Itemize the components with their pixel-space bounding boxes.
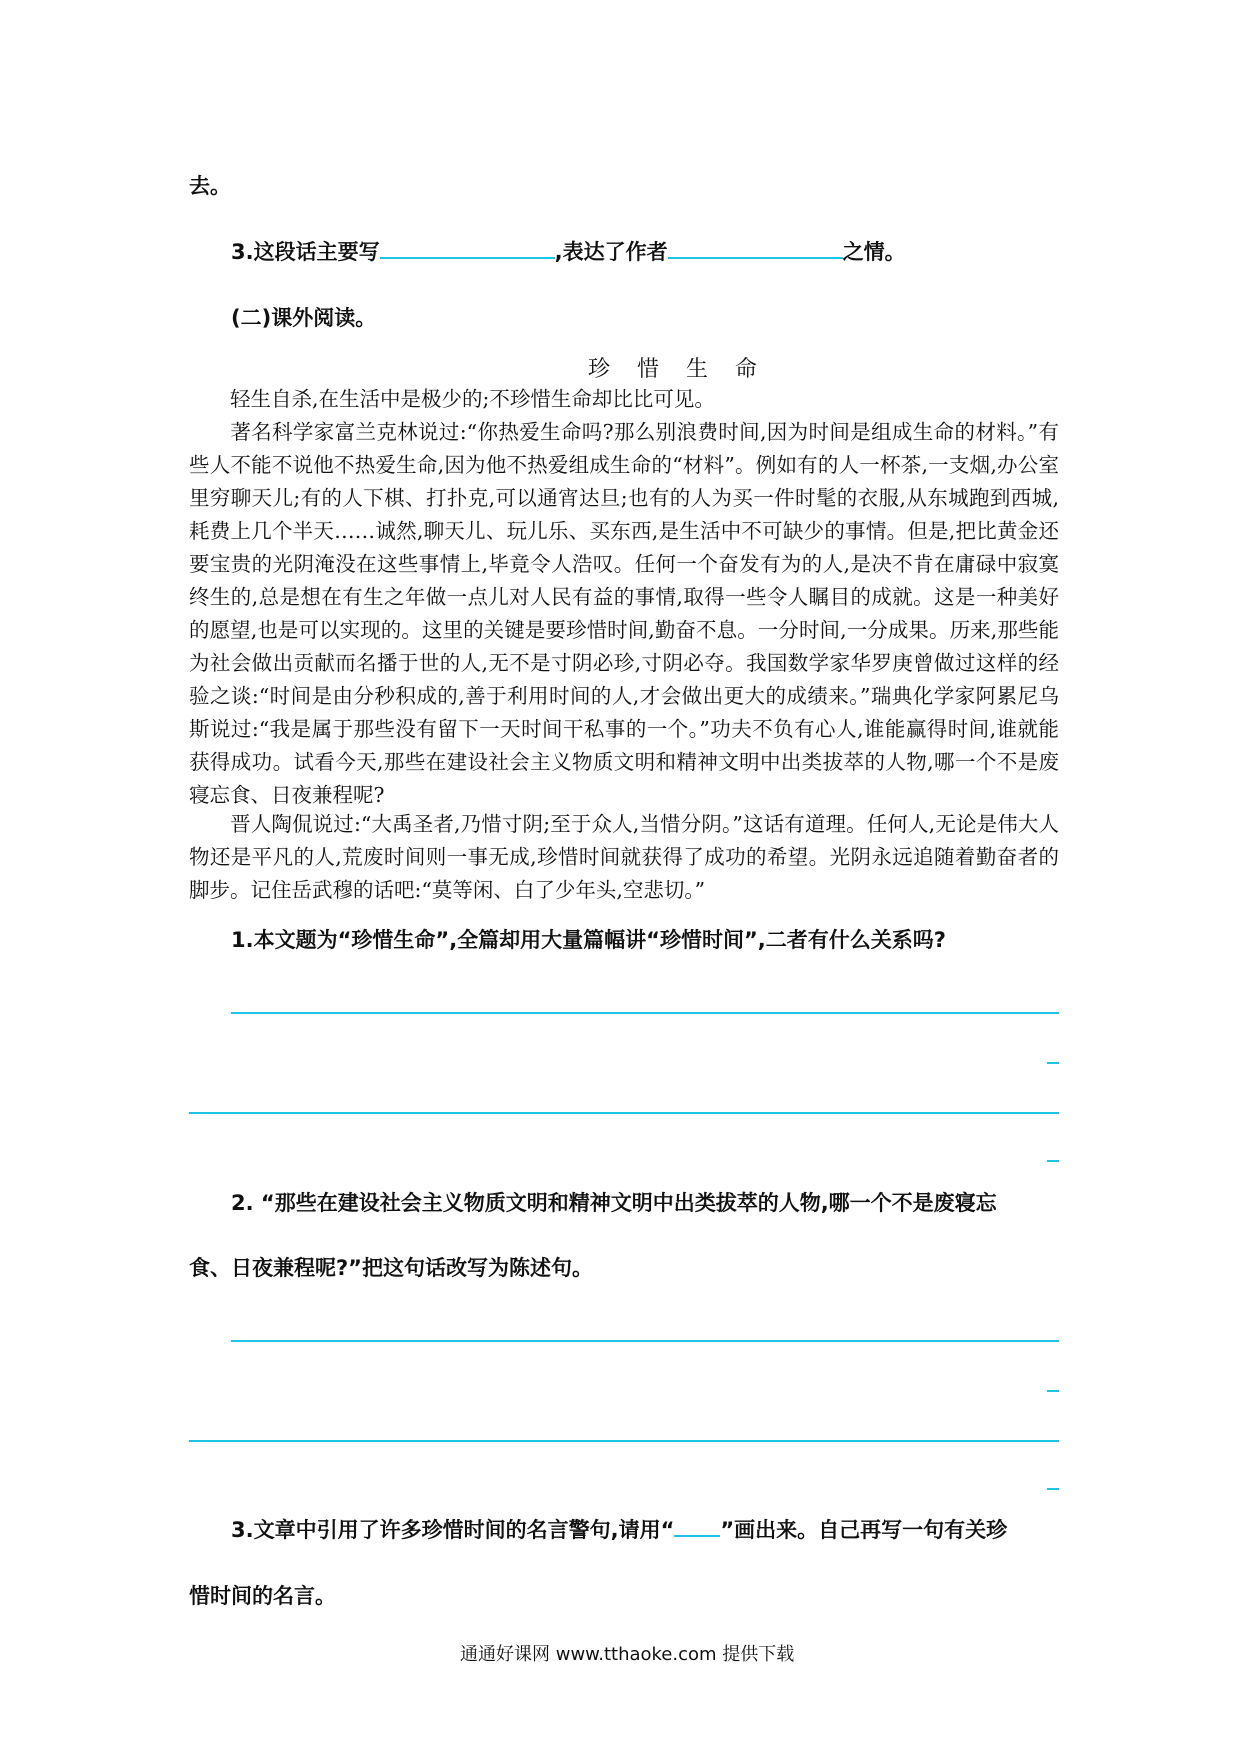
answer-line-q2-dash-1 (1047, 1390, 1059, 1392)
previous-text-tail: 去。 (189, 174, 231, 198)
q3-before: 3.文章中引用了许多珍惜时间的名言警句,请用“ (231, 1518, 675, 1542)
answer-line-q1-2[interactable] (189, 1112, 1059, 1114)
answer-blank-2[interactable] (668, 237, 843, 259)
q3-top-middle: ,表达了作者 (554, 240, 668, 264)
q3-top-after: 之情。 (842, 240, 906, 264)
article-title: 珍 惜 生 命 (588, 357, 767, 382)
question-2-line-1: 2. “那些在建设社会主义物质文明和精神文明中出类拔萃的人物,哪一个不是废寝忘 (231, 1191, 997, 1215)
answer-line-q1-dash-1 (1047, 1062, 1059, 1064)
answer-line-q1-1[interactable] (231, 1012, 1059, 1014)
section-title: (二)课外阅读。 (231, 306, 377, 330)
q3-after: ”画出来。自己再写一句有关珍 (720, 1518, 1008, 1542)
article-paragraph-2: 著名科学家富兰克林说过:“你热爱生命吗?那么别浪费时间,因为时间是组成生命的材料。”有些人不能不说他不热爱生命,因为他不热爱组成生命的“材料”。例如有的人一杯茶,一支烟,办公室里穷聊天儿;有的人下棋、打扑克,可以通宵达旦;也有的人为买一件时髦的衣服,从东城跑到西城,耗费上几个半天……诚然,聊天儿、玩儿乐、买东西,是生活中不可缺少的事情。但是,把比黄金还要宝贵的光阴淹没在这些事情上,毕竟令人浩叹。任何一个奋发有为的人,是决不肯在庸碌中寂寞终生的,总是想在有生之年做一点儿对人民有益的事情,取得一些令人瞩目的成就。这是一种美好的愿望,也是可以实现的。这里的关键是要珍惜时间,勤奋不息。一分时间,一分成果。历来,那些能为社会做出贡献而名播于世的人,无不是寸阴必珍,寸阴必夺。我国数学家华罗庚曾做过这样的经验之谈:“时间是由分秒积成的,善于利用时间的人,才会做出更大的成绩来。”瑞典化学家阿累尼乌斯说过:“我是属于那些没有留下一天时间干私事的一个。”功夫不负有心人,谁能赢得时间,谁就能获得成功。试看今天,那些在建设社会主义物质文明和精神文明中出类拔萃的人物,哪一个不是废寝忘食、日夜兼程呢? (189, 420, 1059, 807)
question-3-top (231, 236, 906, 266)
article-paragraph-1: 轻生自杀,在生活中是极少的;不珍惜生命却比比可见。 (230, 387, 715, 411)
answer-line-q2-dash-2 (1047, 1488, 1059, 1490)
footer-credit: 通通好课网 www.tthaoke.com 提供下载 (460, 1644, 795, 1665)
quote-mark-blank (674, 1515, 720, 1537)
q3-top-before: 3.这段话主要写 (231, 240, 380, 264)
question-2-line-2: 食、日夜兼程呢?”把这句话改写为陈述句。 (189, 1256, 593, 1280)
answer-blank-1[interactable] (380, 237, 555, 259)
question-3-line-2: 惜时间的名言。 (189, 1584, 336, 1608)
question-3 (231, 1514, 1007, 1544)
article-paragraph-3: 晋人陶侃说过:“大禹圣者,乃惜寸阴;至于众人,当惜分阴。”这话有道理。任何人,无论是伟大人物还是平凡的人,荒废时间则一事无成,珍惜时间就获得了成功的希望。光阴永远追随着勤奋者的脚步。记住岳武穆的话吧:“莫等闲、白了少年头,空悲切。” (189, 812, 1059, 902)
answer-line-q1-dash-2 (1047, 1160, 1059, 1162)
answer-line-q2-1[interactable] (231, 1340, 1059, 1342)
answer-line-q2-2[interactable] (189, 1440, 1059, 1442)
question-1: 1.本文题为“珍惜生命”,全篇却用大量篇幅讲“珍惜时间”,二者有什么关系吗? (231, 928, 946, 952)
